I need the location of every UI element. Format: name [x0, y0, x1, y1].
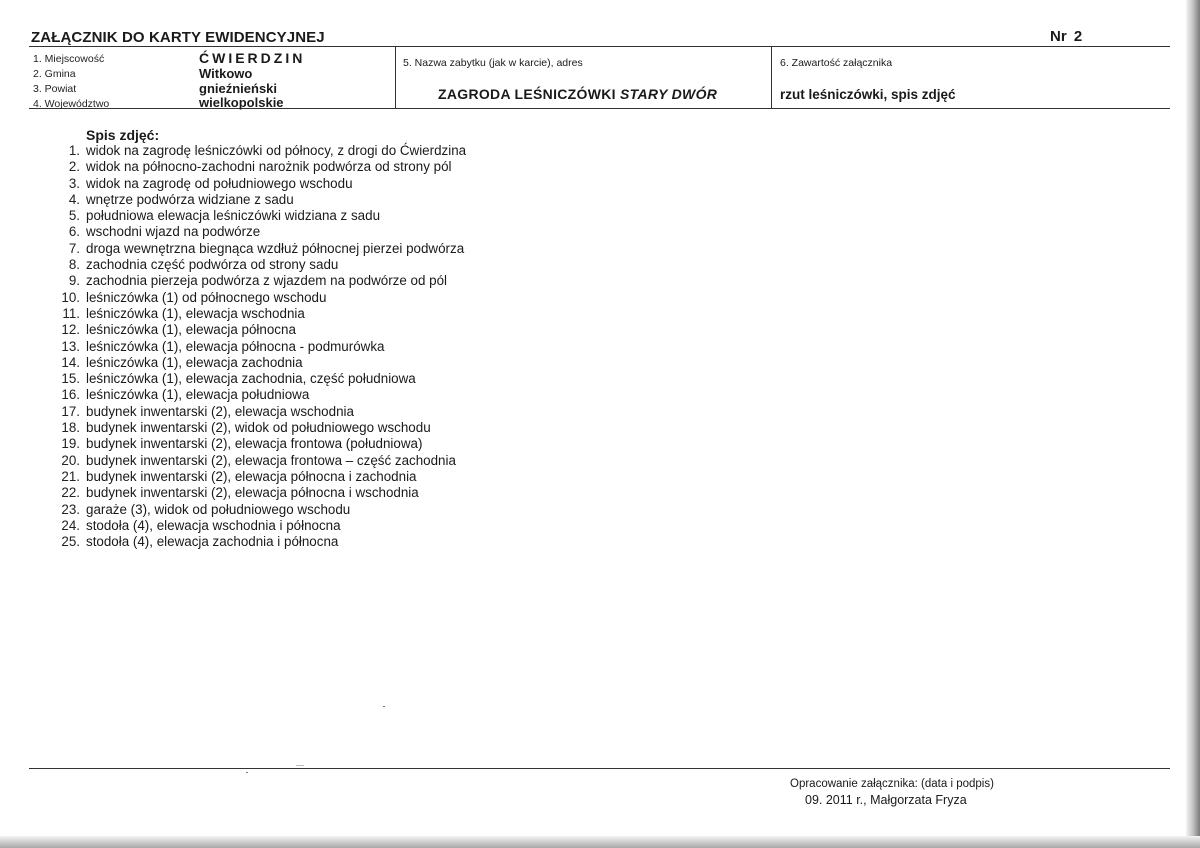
list-item-text: garaże (3), widok od południowego wschodu — [86, 501, 351, 517]
photo-list-title: Spis zdjęć: — [86, 127, 160, 143]
list-item-text: budynek inwentarski (2), elewacja frontowa (południowa) — [86, 436, 423, 452]
field-label-county: 3. Powiat — [33, 83, 77, 95]
list-item-number: 5. — [68, 208, 80, 224]
list-item-text: droga wewnętrzna biegnąca wzdłuż północnej pierzei podwórza — [86, 240, 465, 256]
list-item — [40, 534, 466, 550]
list-item — [40, 143, 466, 159]
list-item-number: 25. — [61, 534, 80, 550]
list-item-number: 22. — [61, 485, 80, 501]
list-item-text: budynek inwentarski (2), elewacja północna i wschodnia — [86, 485, 419, 501]
list-item-number: 20. — [61, 452, 80, 468]
attachment-content-label: 6. Zawartość załącznika — [780, 57, 893, 69]
list-item — [40, 192, 466, 208]
list-item-number: 3. — [68, 175, 80, 191]
monument-name-label: 5. Nazwa zabytku (jak w karcie), adres — [403, 57, 583, 69]
list-item-text: leśniczówka (1), elewacja północna — [86, 322, 296, 338]
header-top-rule — [29, 46, 1170, 47]
document-number: Nr 2 — [1050, 28, 1083, 45]
monument-name-value — [438, 86, 717, 102]
list-item — [40, 273, 466, 289]
field-value-locality: ĆWIERDZIN — [199, 50, 306, 66]
list-item-number: 10. — [61, 289, 80, 305]
list-item — [40, 453, 466, 469]
list-item-number: 12. — [61, 322, 80, 338]
list-item-number: 4. — [68, 191, 80, 207]
list-item-number: 2. — [68, 159, 80, 175]
footer-label: Opracowanie załącznika: (data i podpis) — [790, 778, 994, 790]
list-item-text: stodoła (4), elewacja wschodnia i północna — [86, 517, 341, 533]
document-title: ZAŁĄCZNIK DO KARTY EWIDENCYJNEJ — [31, 29, 325, 46]
list-item-number: 23. — [61, 501, 80, 517]
list-item — [40, 306, 466, 322]
header-divider-left — [395, 46, 396, 109]
scan-edge-bottom — [0, 836, 1200, 848]
list-item-text: budynek inwentarski (2), elewacja wschodnia — [86, 403, 354, 419]
list-item-number: 24. — [61, 517, 80, 533]
footer-rule — [29, 768, 1170, 769]
field-label-commune: 2. Gmina — [33, 68, 76, 80]
list-item — [40, 469, 466, 485]
list-item — [40, 420, 466, 436]
list-item-text: stodoła (4), elewacja zachodnia i północna — [86, 534, 339, 550]
list-item-number: 19. — [61, 436, 80, 452]
list-item — [40, 257, 466, 273]
attachment-content-value: rzut leśniczówki, spis zdjęć — [780, 87, 956, 102]
list-item — [40, 371, 466, 387]
list-item — [40, 322, 466, 338]
list-item — [40, 485, 466, 501]
list-item-text: leśniczówka (1), elewacja północna - podmurówka — [86, 338, 385, 354]
list-item-text: leśniczówka (1), elewacja zachodnia, część południowa — [86, 371, 416, 387]
list-item — [40, 339, 466, 355]
list-item-text: budynek inwentarski (2), elewacja frontowa – część zachodnia — [86, 452, 456, 468]
list-item-number: 21. — [61, 468, 80, 484]
list-item — [40, 159, 466, 175]
scan-speck — [296, 765, 304, 766]
list-item-text: zachodnia pierzeja podwórza z wjazdem na podwórze od pól — [86, 273, 448, 289]
list-item-text: budynek inwentarski (2), widok od południowego wschodu — [86, 420, 431, 436]
list-item-number: 14. — [61, 354, 80, 370]
list-item-text: południowa elewacja leśniczówki widziana z sadu — [86, 208, 381, 224]
list-item-text: budynek inwentarski (2), elewacja północna i zachodnia — [86, 468, 417, 484]
field-label-locality: 1. Miejscowość — [33, 53, 105, 65]
monument-name-italic: STARY DWÓR — [620, 86, 718, 102]
list-item-text: leśniczówka (1), elewacja południowa — [86, 387, 310, 403]
photo-list — [40, 143, 466, 550]
scan-speck — [246, 772, 248, 773]
list-item — [40, 404, 466, 420]
list-item — [40, 518, 466, 534]
list-item-text: leśniczówka (1), elewacja wschodnia — [86, 305, 305, 321]
list-item — [40, 502, 466, 518]
list-item-number: 15. — [61, 371, 80, 387]
field-label-voivodeship: 4. Województwo — [33, 98, 110, 110]
scan-edge-right — [1186, 0, 1200, 848]
field-value-voivodeship: wielkopolskie — [199, 95, 284, 110]
list-item-number: 9. — [68, 273, 80, 289]
list-item-text: wschodni wjazd na podwórze — [86, 224, 261, 240]
list-item — [40, 290, 466, 306]
list-item-number: 7. — [68, 240, 80, 256]
list-item — [40, 355, 466, 371]
list-item-number: 18. — [61, 420, 80, 436]
list-item-number: 13. — [61, 338, 80, 354]
list-item-number: 8. — [68, 257, 80, 273]
field-value-commune: Witkowo — [199, 66, 253, 81]
list-item-text: widok na północno-zachodni narożnik podwórza od strony pól — [86, 159, 452, 175]
list-item — [40, 224, 466, 240]
list-item — [40, 176, 466, 192]
list-item-number: 16. — [61, 387, 80, 403]
list-item — [40, 241, 466, 257]
list-item-text: leśniczówka (1), elewacja zachodnia — [86, 354, 303, 370]
field-value-county: gnieźnieński — [199, 81, 278, 96]
monument-name-regular: ZAGRODA LEŚNICZÓWKI — [438, 86, 616, 102]
list-item-number: 17. — [61, 403, 80, 419]
list-item — [40, 208, 466, 224]
list-item — [40, 436, 466, 452]
list-item-number: 11. — [62, 305, 80, 321]
footer-signature: 09. 2011 r., Małgorzata Fryza — [805, 793, 967, 807]
list-item-number: 1. — [68, 143, 80, 158]
list-item — [40, 387, 466, 403]
scan-speck — [383, 706, 385, 707]
list-item-number: 6. — [68, 224, 80, 240]
list-item-text: widok na zagrodę leśniczówki od północy, z drogi do Ćwierdzina — [86, 143, 467, 158]
list-item-text: zachodnia część podwórza od strony sadu — [86, 257, 339, 273]
list-item-text: wnętrze podwórza widziane z sadu — [86, 191, 294, 207]
list-item-text: leśniczówka (1) od północnego wschodu — [86, 289, 327, 305]
list-item-text: widok na zagrodę od południowego wschodu — [86, 175, 353, 191]
header-divider-right — [771, 46, 772, 109]
